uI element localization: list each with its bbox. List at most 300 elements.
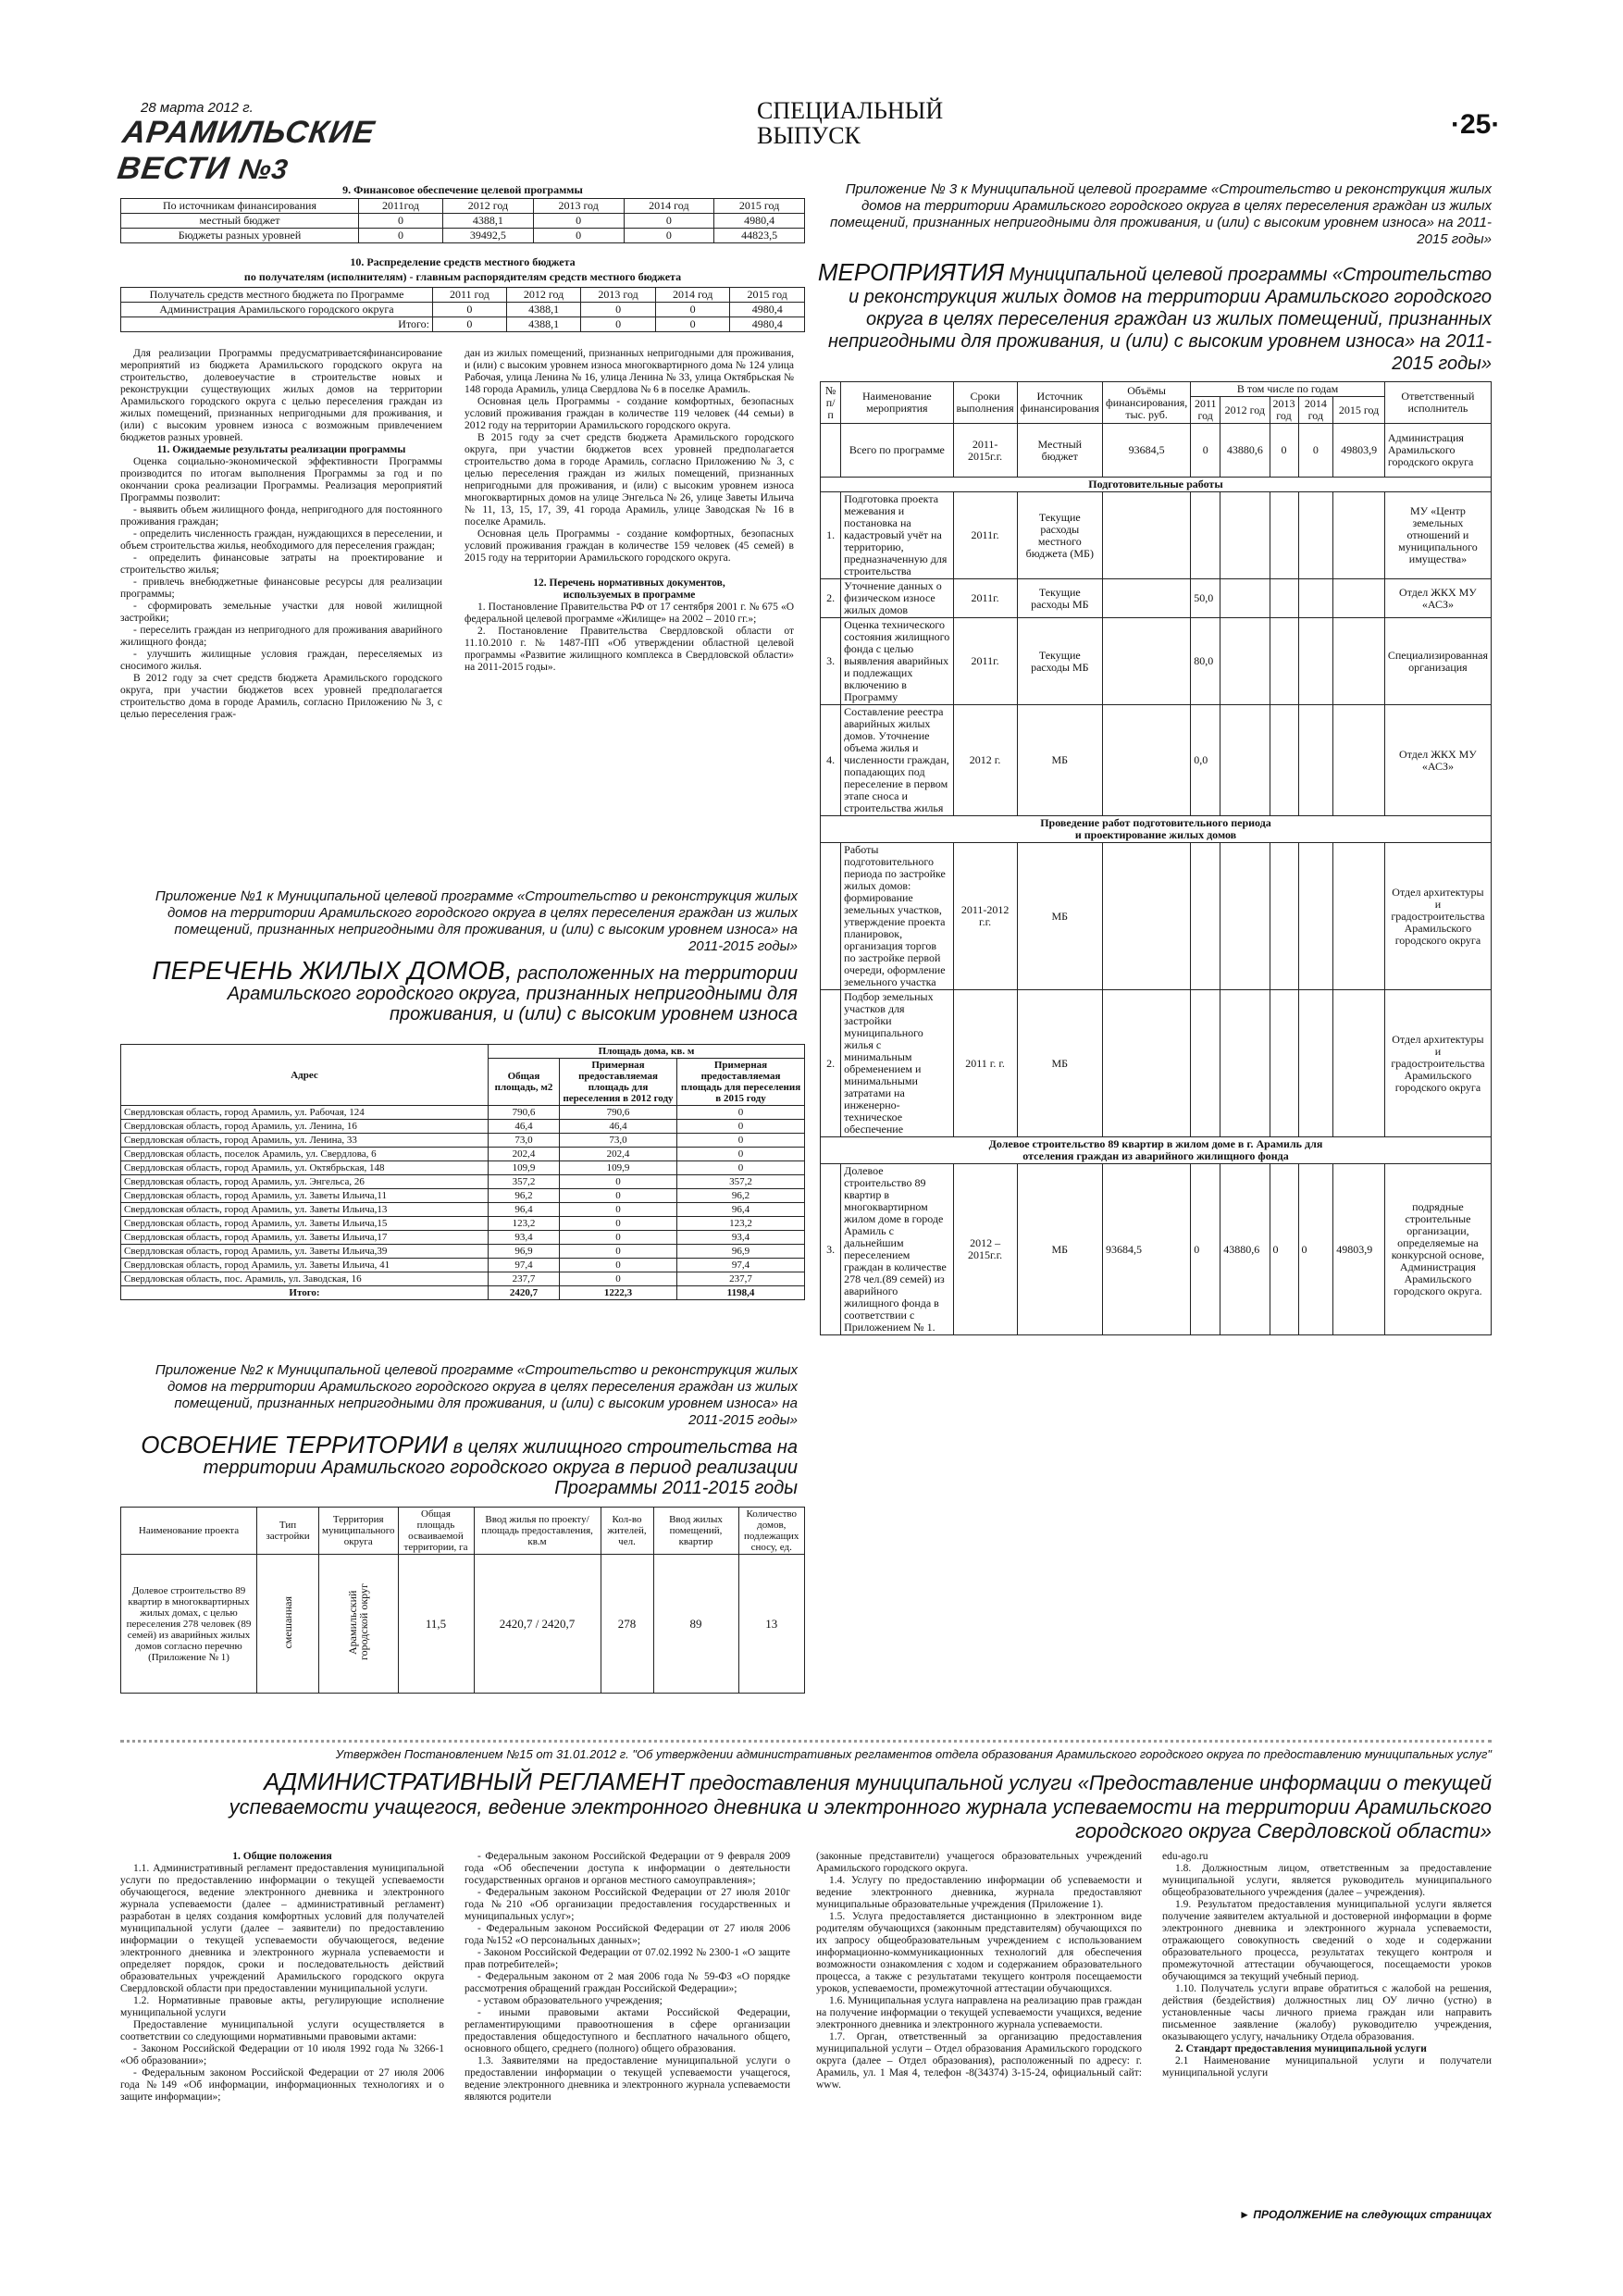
- table-row: [121, 1120, 805, 1134]
- cell: [1333, 492, 1385, 579]
- cell: Свердловская область, город Арамиль, ул. Заветы Ильича,11: [121, 1189, 489, 1203]
- table-row: [821, 705, 1492, 816]
- cell: 2011г.: [953, 492, 1017, 579]
- paragraph: В 2015 году за счет средств бюджета Арамильского городского округа, при участии бюджетов всех уровней предполагается строительство дома в городе Арамиль, согласно Приложению № 3, с целью переселения граждан из жилых помещений, признанных непригодными для проживания, и (или) с высоким уровнем износа многоквартирных домов на улице Энгельса № 26, улице Заветы Ильича № 11, 13, 15, 17, 39, 41 города Арамиль, улице Заводская № 16 в поселке Арамиль.: [465, 432, 794, 527]
- cell: 43880,6: [1220, 1164, 1270, 1335]
- s10-col: 2011 год: [433, 288, 507, 303]
- cell: 4388,1: [506, 317, 581, 332]
- paragraph: 1.5. Услуга предоставляется дистанционно в электронном виде родителям обучающихся (законным представителям) обучающихся по их запросу общеобразовательным учреждением с использованием информационно-коммуникационных технологий для обеспечения возможности ознакомления с ходом и содержанием образовательного процесса, а также с результатами текущего контроля посещаемости уроков, успеваемости, промежуточной аттестации обучающихся.: [816, 1911, 1142, 1994]
- cell: 44823,5: [714, 229, 805, 243]
- paragraph: - выявить объем жилищного фонда, непригодного для постоянного проживания граждан;: [120, 504, 442, 527]
- cell: 202,4: [489, 1148, 560, 1161]
- table-row: [121, 1175, 805, 1189]
- cell: 2420,7 / 2420,7: [474, 1555, 601, 1694]
- table-row: [821, 990, 1492, 1137]
- table-row: [121, 1259, 805, 1272]
- cell: 0: [581, 317, 656, 332]
- cell: МБ: [1017, 990, 1102, 1137]
- cell: [1220, 843, 1270, 990]
- cell: 4980,4: [730, 317, 805, 332]
- cell: 0: [560, 1217, 677, 1231]
- cell: 109,9: [489, 1161, 560, 1175]
- paragraph: дан из жилых помещений, признанных непригодными для проживания, и (или) с высоким уровнем износа многоквартирного дома № 124 улица Рабочая, улица Ленина № 16, улица Ленина № 33, улица Октябрьская № 148 города Арамиль, улица Свердлова № 6 в поселке Арамиль.: [465, 348, 794, 395]
- paragraph: - определить численность граждан, нуждающихся в переселении, и объем строительства жилья, необходимого для переселения граждан;: [120, 528, 442, 552]
- territory-table: [120, 1507, 805, 1694]
- col-header: Объёмы финансирования, тыс. руб.: [1102, 382, 1190, 424]
- paragraph: - Федеральным законом Российской Федерации от 9 февраля 2009 года «Об обеспечении доступа к информации о деятельности государственных органов и органов местного самоуправления»;: [465, 1851, 790, 1886]
- cell: 1222,3: [560, 1286, 677, 1300]
- cell: Свердловская область, город Арамиль, ул. Заветы Ильича, 41: [121, 1259, 489, 1272]
- table-row: [821, 843, 1492, 990]
- cell: 237,7: [489, 1272, 560, 1286]
- paragraph: - Федеральным законом Российской Федерации от 27 июля 2006 года №149 «Об информации, информационных технологиях и о защите информации»;: [120, 2067, 444, 2103]
- cell: 96,2: [489, 1189, 560, 1203]
- issue-number: №3: [236, 155, 291, 185]
- total-row: [121, 1286, 805, 1300]
- cell: 96,9: [489, 1245, 560, 1259]
- col-header: 2012 год: [1220, 397, 1270, 424]
- col-header: Ввод жилых помещений, квартир: [653, 1508, 738, 1555]
- cell: Долевое строительство 89 квартир в многоквартирном жилом доме в городе Арамиль с дальнейшим переселением граждан в количестве 278 чел.(89 семей) из аварийного жилищного фонда в соответствии с Приложением № 1.: [841, 1164, 953, 1335]
- cell: Оценка технического состояния жилищного фонда с целью выявления аварийных и подлежащих включению в Программу: [841, 618, 953, 705]
- cell: [1220, 579, 1270, 618]
- cell: Свердловская область, поселок Арамиль, ул. Свердлова, 6: [121, 1148, 489, 1161]
- paragraph: Предоставление муниципальной услуги осуществляется в соответствии со следующими нормативными правовыми актами:: [120, 2019, 444, 2042]
- table-row: [821, 492, 1492, 579]
- cell: 237,7: [677, 1272, 805, 1286]
- cell: [1270, 990, 1298, 1137]
- cell: [1298, 990, 1333, 1137]
- section-row-line: отселения граждан из аварийного жилищного фонда: [1022, 1149, 1289, 1162]
- cell: Администрация Арамильского городского округа: [121, 303, 433, 317]
- cell: 0: [359, 214, 443, 229]
- cell: 0: [533, 229, 624, 243]
- cell: 2011-2012 г.г.: [953, 843, 1017, 990]
- cell: 0: [560, 1175, 677, 1189]
- appendix1-title-caps: ПЕРЕЧЕНЬ ЖИЛЫХ ДОМОВ,: [152, 956, 513, 985]
- table-row: [121, 1106, 805, 1120]
- cell: 0: [624, 214, 714, 229]
- cell: [1298, 843, 1333, 990]
- cell: 4388,1: [443, 214, 534, 229]
- s10-col: 2013 год: [581, 288, 656, 303]
- paragraph: - Федеральным законом Российской Федерации от 27 июля 2006 года №152 «О персональных данных»;: [465, 1923, 790, 1946]
- cell: местный бюджет: [121, 214, 359, 229]
- cell: Составление реестра аварийных жилых домов. Уточнение объема жилья и численности граждан, попадающих под переселение в первом этапе сноса и строительства жилья: [841, 705, 953, 816]
- col-header: Общая площадь, м2: [489, 1059, 560, 1106]
- s10-col: 2014 год: [655, 288, 730, 303]
- col-header: № п/п: [821, 382, 841, 424]
- section-heading: 12. Перечень нормативных документов, используемых в программе: [533, 577, 725, 601]
- paragraph: - Законом Российской Федерации от 07.02.1992 № 2300-1 «О защите прав потребителей»;: [465, 1947, 790, 1970]
- cell: 2.: [821, 990, 841, 1137]
- paragraph: 1.4. Услугу по предоставлению информации об успеваемости и ведение электронного дневника, журнала предоставляют муниципальные образовательные учреждения (Приложение 1).: [816, 1875, 1142, 1910]
- appendix1-caption: Приложение №1 к Муниципальной целевой программе «Строительство и реконструкция жилых домов на территории Арамильского городского округа в целях переселения граждан из жилых помещений, признанных непригодными для проживания, и (или) с высоким уровнем износа» на 2011-2015 годы»: [155, 888, 798, 954]
- cell: 0: [1270, 424, 1298, 478]
- approved-line: Утвержден Постановлением №15 от 31.01.2012 г. "Об утверждении административных регламентов отдела образования Арамильского городского округа по предоставлению муниципальных услуг": [335, 1747, 1492, 1761]
- col-header: 2014 год: [1298, 397, 1333, 424]
- cell: Текущие расходы МБ: [1017, 579, 1102, 618]
- section-row: Подготовительные работы: [821, 478, 1492, 492]
- cell: [1333, 705, 1385, 816]
- continuation-note: [1162, 2208, 1492, 2221]
- cell: 49803,9: [1333, 424, 1385, 478]
- cell: Итого:: [121, 317, 433, 332]
- cell: 2011г.: [953, 579, 1017, 618]
- cell: 11,5: [398, 1555, 474, 1694]
- cell: [1270, 705, 1298, 816]
- cell: 0: [560, 1259, 677, 1272]
- table-row: [121, 1134, 805, 1148]
- cell: 357,2: [677, 1175, 805, 1189]
- cell: [1270, 579, 1298, 618]
- appendix3-title: [814, 258, 1492, 375]
- regulation-title: [120, 1769, 1492, 1843]
- cell: 13: [738, 1555, 805, 1694]
- cell: Свердловская область, город Арамиль, ул. Ленина, 33: [121, 1134, 489, 1148]
- cell: 123,2: [677, 1217, 805, 1231]
- cell: 0: [624, 229, 714, 243]
- cell: 2.: [821, 579, 841, 618]
- col-header: 2013 год: [1270, 397, 1298, 424]
- cell: Свердловская область, город Арамиль, ул. Заветы Ильича,39: [121, 1245, 489, 1259]
- cell: 0: [560, 1272, 677, 1286]
- paragraph: - улучшить жилищные условия граждан, переселяемых из сносимого жилья.: [120, 649, 442, 672]
- paragraph: - привлечь внебюджетные финансовые ресурсы для реализации программы;: [120, 577, 442, 600]
- cell: 0: [677, 1161, 805, 1175]
- col-header: В том числе по годам: [1191, 382, 1385, 397]
- cell: [1298, 618, 1333, 705]
- page-number: ·25·: [1451, 109, 1501, 140]
- cell: Специализированная организация: [1384, 618, 1491, 705]
- paragraph: - сформировать земельные участки для новой жилищной застройки;: [120, 601, 442, 624]
- s9-col: По источникам финансирования: [121, 199, 359, 214]
- cell: 3.: [821, 618, 841, 705]
- section-heading: 2. Стандарт предоставления муниципальной услуги: [1175, 2043, 1427, 2054]
- cell: 4.: [821, 705, 841, 816]
- table-row: [121, 1272, 805, 1286]
- paragraph: В 2012 году за счет средств бюджета Арамильского городского округа, при участии бюджетов всех уровней предполагается строительство дома в городе Арамиль, согласно Приложению № 3, с целью переселения граж-: [120, 673, 442, 720]
- paragraph: 1. Постановление Правительства РФ от 17 сентября 2001 г. № 675 «О федеральной целевой программе «Жилище» на 2002 – 2010 гг.»;: [465, 602, 794, 625]
- cell: [1191, 843, 1220, 990]
- cell: 73,0: [560, 1134, 677, 1148]
- total-row: [821, 424, 1492, 478]
- s9-table: [120, 198, 805, 243]
- appendix2-title-rest: в целях жилищного строительства на территории Арамильского городского округа в период реализации Программы 2011-2015 годы: [203, 1437, 798, 1498]
- cell: Свердловская область, город Арамиль, ул. Рабочая, 124: [121, 1106, 489, 1120]
- section-row-line: Проведение работ подготовительного периода: [1040, 816, 1271, 829]
- cell: 0: [359, 229, 443, 243]
- vertical-text: смешанная: [281, 1595, 294, 1649]
- cell: [1270, 843, 1298, 990]
- cell: [821, 424, 841, 478]
- table-row: [121, 1148, 805, 1161]
- col-header: Кол-во жителей, чел.: [601, 1508, 653, 1555]
- table-row: [121, 317, 805, 332]
- regulation-title-caps: АДМИНИСТРАТИВНЫЙ РЕГЛАМЕНТ: [264, 1768, 684, 1795]
- cell: [1220, 990, 1270, 1137]
- s10-title-1: 10. Распределение средств местного бюджета: [350, 255, 576, 268]
- col-header: Адрес: [121, 1045, 489, 1106]
- regulation-col-4: [1162, 1851, 1492, 2079]
- cell: Отдел архитектуры и градостроительства Арамильского городского округа: [1384, 990, 1491, 1137]
- cell: 0: [1191, 1164, 1220, 1335]
- cell: 4388,1: [506, 303, 581, 317]
- cell: [1220, 705, 1270, 816]
- cell: 2420,7: [489, 1286, 560, 1300]
- cell: Текущие расходы МБ: [1017, 618, 1102, 705]
- table-row: [121, 229, 805, 243]
- regulation-col-2: [465, 1851, 790, 2104]
- cell: Долевое строительство 89 квартир в многоквартирных жилых домах, с целью переселения 278 человек (89 семей) из аварийных жилых домов согласно перечню (Приложение № 1): [121, 1555, 257, 1694]
- cell: 0: [560, 1189, 677, 1203]
- cell: 109,9: [560, 1161, 677, 1175]
- cell: 4980,4: [730, 303, 805, 317]
- cell: 0: [560, 1245, 677, 1259]
- col-header: Количество домов, подлежащих сносу, ед.: [738, 1508, 805, 1555]
- cell: [1298, 705, 1333, 816]
- paragraph: - Федеральным законом Российской Федерации от 27 июля 2010г года №210 «Об организации предоставления государственных и муниципальных услуг»;: [465, 1887, 790, 1922]
- table-row: [121, 1217, 805, 1231]
- paragraph: Оценка социально-экономической эффективности Программы производится по итогам выполнения Программы за год и по окончании срока реализации Программы. Реализация мероприятий Программы позволит:: [120, 456, 442, 503]
- table-row: [821, 1164, 1492, 1335]
- cell: Отдел архитектуры и градостроительства Арамильского городского округа: [1384, 843, 1491, 990]
- cell: [1333, 579, 1385, 618]
- cell: 93,4: [677, 1231, 805, 1245]
- cell: 3.: [821, 1164, 841, 1335]
- cell: [1102, 990, 1190, 1137]
- cell: [1333, 990, 1385, 1137]
- cell: 89: [653, 1555, 738, 1694]
- cell: Администрация Арамильского городского округа: [1384, 424, 1491, 478]
- arrow-right-icon: ►: [1239, 2208, 1251, 2221]
- cell: [1298, 579, 1333, 618]
- cell: [1102, 579, 1190, 618]
- paragraph: - иными правовыми актами Российской Федерации, регламентирующими правоотношения в сфере организации предоставления общедоступного и бесплатного начального общего, основного общего, среднего (полного) общего образования.: [465, 2007, 790, 2054]
- cell: 0: [560, 1203, 677, 1217]
- table-row: [121, 303, 805, 317]
- paragraph: (законные представители) учащегося образовательных учреждений Арамильского городского округа.: [816, 1851, 1142, 1874]
- cell: [1220, 492, 1270, 579]
- appendix3-caption: Приложение № 3 к Муниципальной целевой программе «Строительство и реконструкция жилых домов на территории Арамильского городского округа в целях переселения граждан из жилых помещений, признанных непригодными для проживания, и (или) с высоким уровнем износа» на 2011-2015 годы»: [829, 181, 1492, 247]
- cell: Уточнение данных о физическом износе жилых домов: [841, 579, 953, 618]
- paragraph: Для реализации Программы предусматриваетсяфинансирование мероприятий из бюджета Арамильского городского округа на строительство, долевоеучастие в строительстве новых и реконструкции существующих жилых домов на территории Арамильского городского округа с целью переселения граждан из жилых помещений, признанных непригодными для проживания, и (или) с высоким уровнем износа с возможным привлечением бюджетов разных уровней.: [120, 348, 442, 443]
- cell: 50,0: [1191, 579, 1220, 618]
- col-header: Наименование мероприятия: [841, 382, 953, 424]
- cell: 46,4: [560, 1120, 677, 1134]
- col-header: Наименование проекта: [121, 1508, 257, 1555]
- vertical-text: Арамильский городской округ: [346, 1583, 371, 1661]
- cell: 4980,4: [714, 214, 805, 229]
- paragraph: 1.8. Должностным лицом, ответственным за предоставление муниципальной услуги, является руководитель муниципального общеобразовательного учреждения (далее – учреждения).: [1162, 1863, 1492, 1898]
- table-row: [121, 214, 805, 229]
- cell: 0: [655, 303, 730, 317]
- continuation-text: ПРОДОЛЖЕНИЕ на следующих страницах: [1253, 2208, 1492, 2221]
- cell: Текущие расходы местного бюджета (МБ): [1017, 492, 1102, 579]
- cell: 0: [677, 1120, 805, 1134]
- cell: МБ: [1017, 705, 1102, 816]
- cell: [1270, 492, 1298, 579]
- paper-name-text: АРАМИЛЬСКИЕ ВЕСТИ: [115, 115, 378, 186]
- cell: [1333, 618, 1385, 705]
- cell: Свердловская область, город Арамиль, ул. Октябрьская, 148: [121, 1161, 489, 1175]
- table-row: [121, 1161, 805, 1175]
- paragraph: 1.1. Административный регламент предоставления муниципальной услуги по предоставлению информации о текущей успеваемости обучающегося, ведение электронного дневника и электронного журнала успеваемости (далее – административный регламент) разработан в целях создания комфортных условий для получателей муниципальной услуги (далее – заявители) по предоставлению информации о текущей успеваемости обучающегося, ведение электронного дневника и электронного журнала успеваемости и определяет порядок, сроки и последовательность действий образовательных учреждений Арамильского городского округа Свердловской области при предоставлении муниципальной услуги.: [120, 1863, 444, 1994]
- cell: 2012 –2015г.г.: [953, 1164, 1017, 1335]
- table-row: [121, 1203, 805, 1217]
- cell: 2012 г.: [953, 705, 1017, 816]
- cell: 0: [1298, 1164, 1333, 1335]
- cell: 2011г.: [953, 618, 1017, 705]
- s9-col: 2011год: [359, 199, 443, 214]
- paragraph: 1.2. Нормативные правовые акты, регулирующие исполнение муниципальной услуги: [120, 1995, 444, 2018]
- section-line-1: СПЕЦИАЛЬНЫЙ: [757, 97, 944, 124]
- paragraph: Основная цель Программы - создание комфортных, безопасных условий проживания граждан в количестве 119 человек (44 семьи) в 2012 году на территории Арамильского городского округа.: [465, 396, 794, 431]
- section-row-line: Долевое строительство 89 квартир в жилом доме в г. Арамиль для: [988, 1137, 1323, 1150]
- paper-name: [116, 115, 477, 187]
- section-row: [821, 816, 1492, 843]
- table-row: [121, 1245, 805, 1259]
- cell: 0: [433, 303, 507, 317]
- section-heading: 11. Ожидаемые результаты реализации программы: [156, 444, 406, 455]
- paragraph: 1.6. Муниципальная услуга направлена на реализацию прав граждан на получение информации о текущей успеваемости учащихся, ведение электронного дневника и электронного журнала успеваемости.: [816, 1995, 1142, 2030]
- cell: 97,4: [489, 1259, 560, 1272]
- cell: 49803,9: [1333, 1164, 1385, 1335]
- cell: подрядные строительные организации, определяемые на конкурсной основе, Администрация Арамильского городского округа.: [1384, 1164, 1491, 1335]
- cell: 790,6: [489, 1106, 560, 1120]
- section-heading: 1. Общие положения: [232, 1851, 332, 1862]
- cell: 80,0: [1191, 618, 1220, 705]
- cell: Отдел ЖКХ МУ «АСЗ»: [1384, 705, 1491, 816]
- cell: Подготовка проекта межевания и постановка на кадастровый учёт на территорию, предназначенную для строительства: [841, 492, 953, 579]
- cell: 278: [601, 1555, 653, 1694]
- s10-col: Получатель средств местного бюджета по Программе: [121, 288, 433, 303]
- s9-col: 2014 год: [624, 199, 714, 214]
- left-text-col-2: [465, 348, 794, 674]
- cell: 0: [677, 1134, 805, 1148]
- paragraph: 2. Постановление Правительства Свердловской области от 11.10.2010 г. № 1487-ПП «Об утверждении областной целевой программы «Развитие жилищного комплекса в Свердловской области» на 2011-2015 годы».: [465, 626, 794, 673]
- col-header: Примерная предоставляемая площадь для переселения в 2015 году: [677, 1059, 805, 1106]
- paragraph: 2.1 Наименование муниципальной услуги и получатели муниципальной услуги: [1162, 2055, 1492, 2079]
- paragraph: edu-ago.ru: [1162, 1851, 1208, 1862]
- appendix3-title-rest: Муниципальной целевой программы «Строительство и реконструкция жилых домов на территории Арамильского городского округа в целях переселения граждан из жилых помещений, признанных непригодными для проживания, и (или) с высоким уровнем износа» на 2011-2015 годы»: [828, 265, 1492, 374]
- cell: 46,4: [489, 1120, 560, 1134]
- cell: 96,9: [677, 1245, 805, 1259]
- cell: 790,6: [560, 1106, 677, 1120]
- table-row: [121, 1555, 805, 1694]
- cell: 93684,5: [1102, 1164, 1190, 1335]
- cell: 0: [581, 303, 656, 317]
- cell: Подбор земельных участков для застройки муниципального жилья с минимальным обременением и минимальными затратами на инженерно-техническое обеспечение: [841, 990, 953, 1137]
- masthead: [115, 100, 472, 186]
- cell: 93,4: [489, 1231, 560, 1245]
- cell: 0: [677, 1106, 805, 1120]
- measures-table: [820, 381, 1492, 1335]
- table-row: [121, 1231, 805, 1245]
- s9-col: 2012 год: [443, 199, 534, 214]
- appendix2-title: [130, 1431, 798, 1498]
- cell: МБ: [1017, 843, 1102, 990]
- cell: 2011 г. г.: [953, 990, 1017, 1137]
- cell: 0: [433, 317, 507, 332]
- cell: 0: [560, 1231, 677, 1245]
- appendix2-caption: Приложение №2 к Муниципальной целевой программе «Строительство и реконструкция жилых домов на территории Арамильского городского округа в целях переселения граждан из жилых помещений, признанных непригодными для проживания, и (или) с высоким уровнем износа» на 2011-2015 годы»: [155, 1362, 798, 1428]
- col-header: Площадь дома, кв. м: [489, 1045, 805, 1059]
- appendix3-title-caps: МЕРОПРИЯТИЯ: [817, 258, 1005, 286]
- paragraph: 1.9. Результатом предоставления муниципальной услуги является получение заявителем актуальной и достоверной информации в форме электронного дневника и электронного журнала успеваемости, отражающего совокупность сведений о ходе и содержании образовательного процесса, результатах текущего контроля и промежуточной аттестации обучающегося, посещаемости уроков обучающимся за текущий учебный период.: [1162, 1899, 1492, 1982]
- table-row: [121, 1189, 805, 1203]
- cell: Свердловская область, город Арамиль, ул. Энгельса, 26: [121, 1175, 489, 1189]
- cell: 0: [1191, 424, 1220, 478]
- cell: МБ: [1017, 1164, 1102, 1335]
- table-row: [821, 579, 1492, 618]
- cell: [319, 1555, 399, 1694]
- s10-col: 2015 год: [730, 288, 805, 303]
- cell: [1102, 843, 1190, 990]
- cell: Свердловская область, пос. Арамиль, ул. Заводская, 16: [121, 1272, 489, 1286]
- cell: [1191, 492, 1220, 579]
- cell: 43880,6: [1220, 424, 1270, 478]
- section-label: [757, 98, 943, 148]
- cell: 0: [655, 317, 730, 332]
- paragraph: 1.7. Орган, ответственный за организацию предоставления муниципальной услуги – Отдел образования Арамильского городского округа (далее – Отдел образования), расположенный по адресу: г. Арамиль, ул. 1 Мая 4, телефон -8(34374) 3-15-24, официальный сайт: www.: [816, 2031, 1142, 2091]
- paragraph: - Законом Российской Федерации от 10 июля 1992 года № 3266-1 «Об образовании»;: [120, 2043, 444, 2066]
- cell: [257, 1555, 319, 1694]
- cell: 1198,4: [677, 1286, 805, 1300]
- appendix1-title: [130, 956, 798, 1024]
- cell: 96,2: [677, 1189, 805, 1203]
- cell: [1298, 492, 1333, 579]
- paragraph: - определить финансовые затраты на проектирование и строительство жилья;: [120, 552, 442, 576]
- cell: Местный бюджет: [1017, 424, 1102, 478]
- cell: МУ «Центр земельных отношений и муниципального имущества»: [1384, 492, 1491, 579]
- issue-date: 28 марта 2012 г.: [141, 100, 254, 116]
- cell: [1102, 618, 1190, 705]
- cell: 0: [677, 1148, 805, 1161]
- regulation-col-3: [816, 1851, 1142, 2091]
- regulation-title-rest: предоставления муниципальной услуги «Предоставление информации о текущей успеваемости учащегося, ведение электронного дневника и электронного журнала успеваемости на территории Арамильского городского округа Свердловской области»: [229, 1771, 1492, 1843]
- s9-col: 2015 год: [714, 199, 805, 214]
- cell: 0: [1298, 424, 1333, 478]
- cell: 123,2: [489, 1217, 560, 1231]
- cell: 97,4: [677, 1259, 805, 1272]
- cell: [1102, 705, 1190, 816]
- s10-table: [120, 287, 805, 332]
- cell: 0: [1270, 1164, 1298, 1335]
- col-header: Примерная предоставляемая площадь для переселения в 2012 году: [560, 1059, 677, 1106]
- cell: 1.: [821, 492, 841, 579]
- table-row: [821, 618, 1492, 705]
- appendix1-title-rest: расположенных на территории Арамильского городского округа, признанных непригодными для проживания, и (или) с высоким уровнем износа: [227, 963, 798, 1024]
- paragraph: - переселить граждан из непригодного для проживания аварийного жилищного фонда;: [120, 625, 442, 648]
- cell: 93684,5: [1102, 424, 1190, 478]
- cell: [1191, 990, 1220, 1137]
- cell: Работы подготовительного периода по застройке жилых домов: формирование земельных участков, утверждение проекта планировок, организация торгов по застройке первой очереди, оформление земельного участка: [841, 843, 953, 990]
- regulation-col-1: [120, 1851, 444, 2104]
- paragraph: - Федеральным законом от 2 мая 2006 года № 59-ФЗ «О порядке рассмотрения обращений граждан Российской Федерации»;: [465, 1971, 790, 1994]
- cell: Отдел ЖКХ МУ «АСЗ»: [1384, 579, 1491, 618]
- section-row: [821, 1137, 1492, 1164]
- cell: 0,0: [1191, 705, 1220, 816]
- paragraph: 1.3. Заявителями на предоставление муниципальной услуги о предоставлении информации о текущей успеваемости учащегося, ведение электронного дневника и электронного журнала успеваемости являются родители: [465, 2055, 790, 2103]
- col-header: Источник финансирования: [1017, 382, 1102, 424]
- cell: Свердловская область, город Арамиль, ул. Заветы Ильича,17: [121, 1231, 489, 1245]
- cell: 96,4: [489, 1203, 560, 1217]
- s9-col: 2013 год: [533, 199, 624, 214]
- cell: 0: [533, 214, 624, 229]
- cell: [821, 843, 841, 990]
- cell: [1220, 618, 1270, 705]
